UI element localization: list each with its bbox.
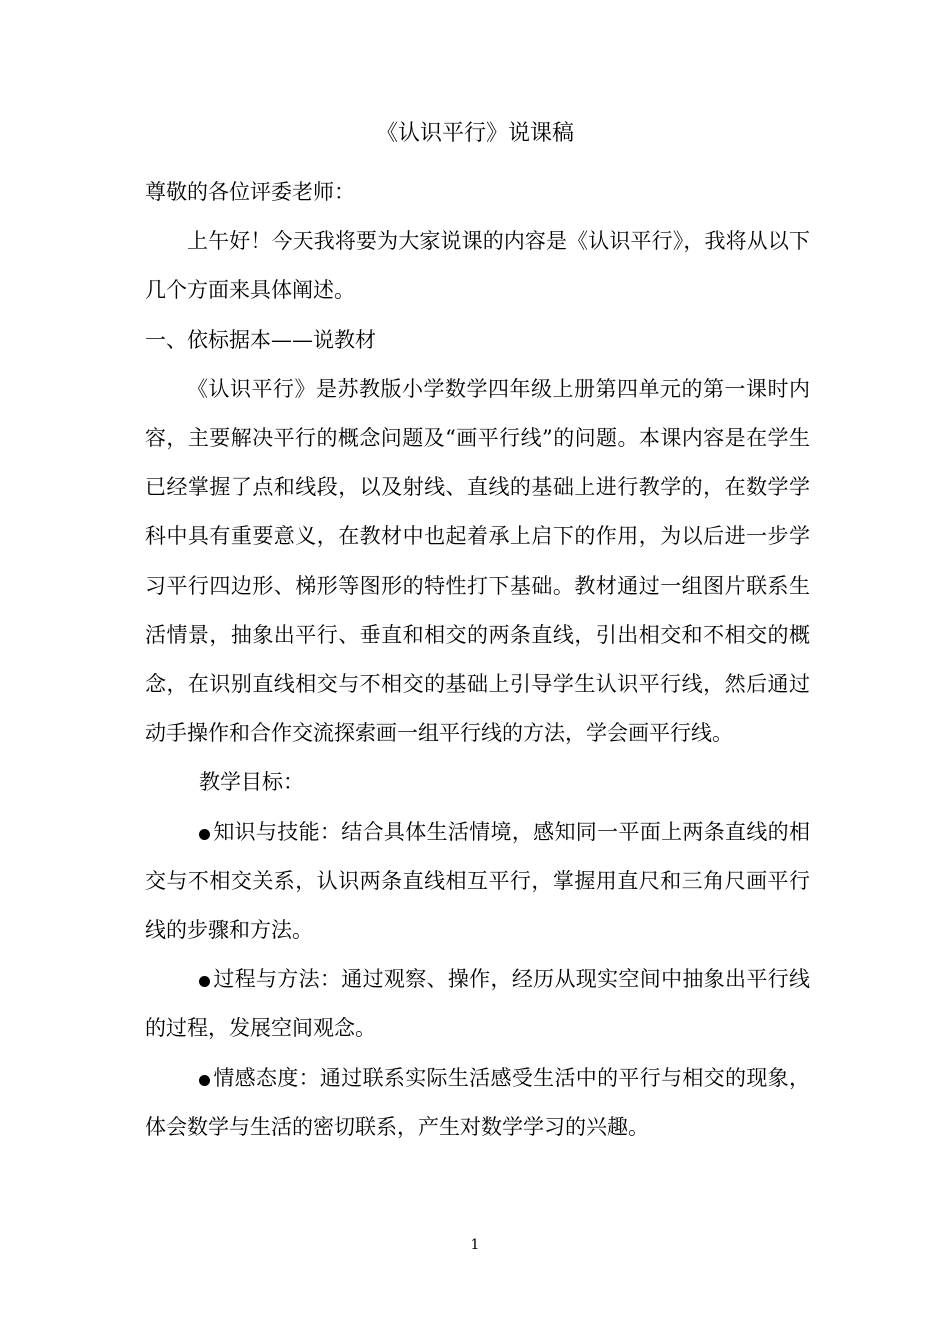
intro-paragraph: 上午好！今天我将要为大家说课的内容是《认识平行》，我将从以下几个方面来具体阐述。 <box>145 229 810 303</box>
goal-item-knowledge <box>145 808 810 956</box>
section-heading: 一、依标据本——说教材 <box>145 327 376 352</box>
goal-item-process <box>145 955 810 1053</box>
bullet-icon <box>199 1075 210 1086</box>
bullet-icon <box>199 829 210 840</box>
goal-text: 知识与技能：结合具体生活情境，感知同一平面上两条直线的相交与不相交关系，认识两条直线相互平行，掌握用直尺和三角尺画平行线的步骤和方法。 <box>145 819 810 943</box>
page-number: 1 <box>470 1237 480 1253</box>
bullet-icon <box>199 976 210 987</box>
goal-item-attitude <box>145 1054 810 1152</box>
document-title: 《认识平行》说课稿 <box>375 121 574 146</box>
goals-heading: 教学目标： <box>199 770 304 795</box>
textbook-paragraph: 《认识平行》是苏教版小学数学四年级上册第四单元的第一课时内容，主要解决平行的概念问题及“画平行线”的问题。本课内容是在学生已经掌握了点和线段，以及射线、直线的基础上进行教学的，在数学学科中具有重要意义，在教材中也起着承上启下的作用，为以后进一步学习平行四边形、梯形等图形的特性打下基础。教材通过一组图片联系生活情景，抽象出平行、垂直和相交的两条直线，引出相交和不相交的概念，在识别直线相交与不相交的基础上引导学生认识平行线，然后通过动手操作和合作交流探索画一组平行线的方法，学会画平行线。 <box>145 376 810 746</box>
greeting: 尊敬的各位评委老师： <box>145 180 355 204</box>
goal-text: 情感态度：通过联系实际生活感受生活中的平行与相交的现象，体会数学与生活的密切联系，产生对数学学习的兴趣。 <box>145 1065 810 1139</box>
document-body <box>145 168 810 1152</box>
goal-text: 过程与方法：通过观察、操作，经历从现实空间中抽象出平行线的过程，发展空间观念。 <box>145 967 810 1041</box>
